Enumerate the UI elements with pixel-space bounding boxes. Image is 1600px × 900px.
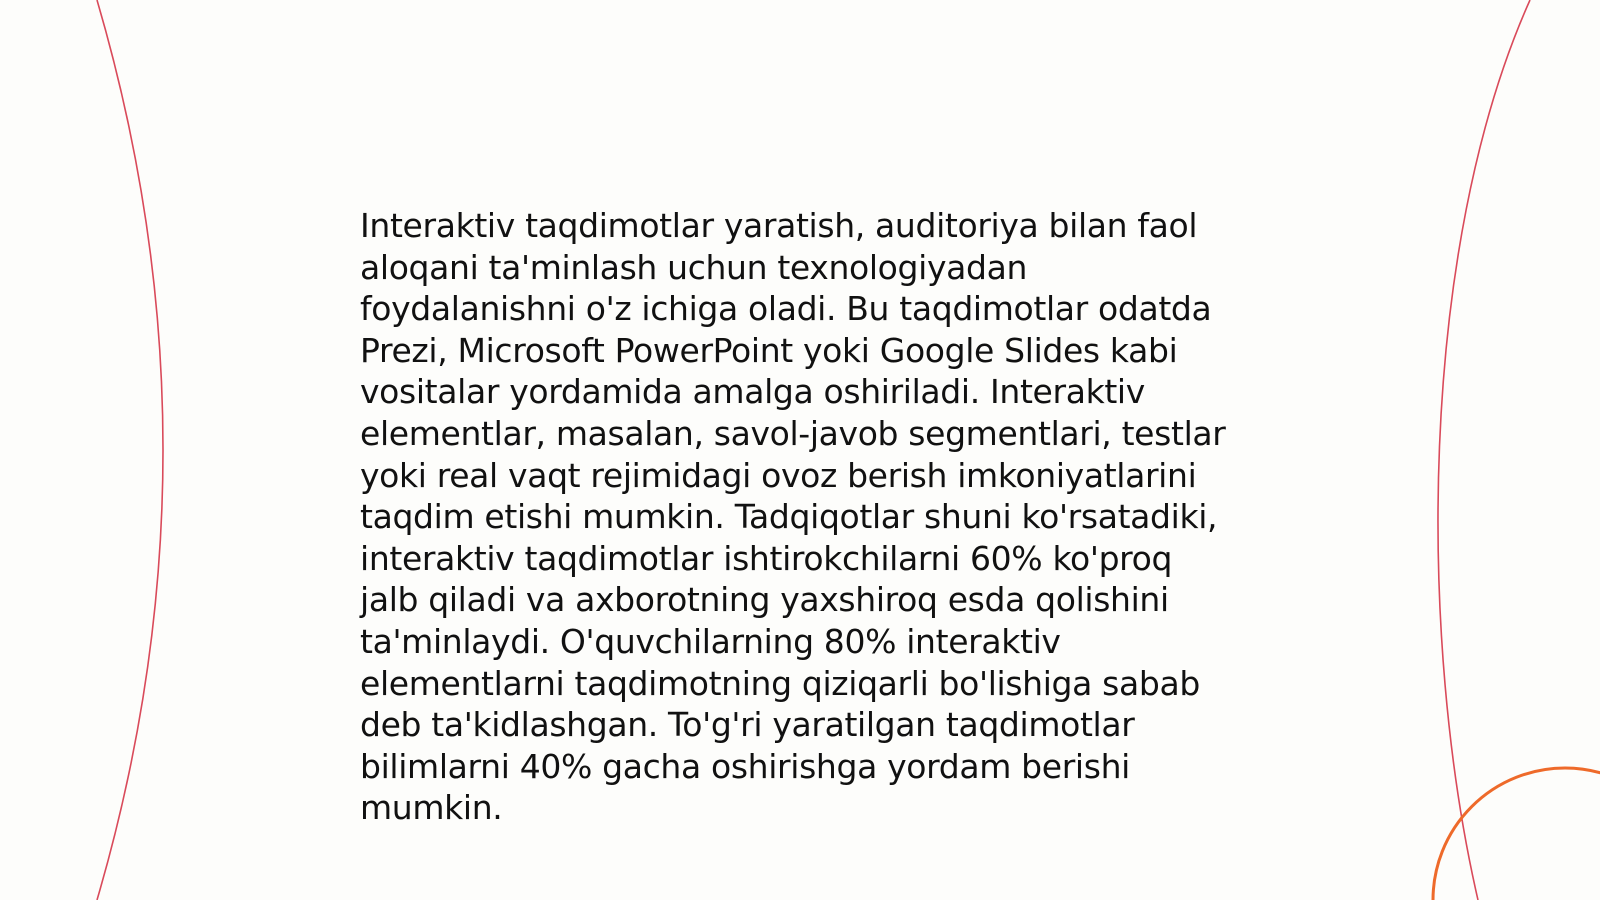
slide-body-paragraph: Interaktiv taqdimotlar yaratish, auditoriya bilan faol aloqani ta'minlash uchun texnologiyadan foydalanishni o'z ichiga oladi. Bu taqdimotlar odatda Prezi, Microsoft PowerPoint yoki Google Slides kabi vositalar yordamida amalga oshiriladi. Interaktiv elementlar, masalan, savol-javob segmentlari, testlar yoki real vaqt rejimidagi ovoz berish imkoniyatlarini taqdim etishi mumkin. Tadqiqotlar shuni ko'rsatadiki, interaktiv taqdimotlar ishtirokchilarni 60% ko'proq jalb qiladi va axborotning yaxshiroq esda qolishini ta'minlaydi. O'quvchilarning 80% interaktiv elementlarni taqdimotning qiziqarli bo'lishiga sabab deb ta'kidlashgan. To'g'ri yaratilgan taqdimotlar bilimlarni 40% gacha oshirishga yordam berishi mumkin. bbox=[360, 206, 1226, 828]
right-curve bbox=[1438, 0, 1530, 900]
left-curve bbox=[97, 0, 163, 900]
orange-arc bbox=[1433, 768, 1600, 900]
